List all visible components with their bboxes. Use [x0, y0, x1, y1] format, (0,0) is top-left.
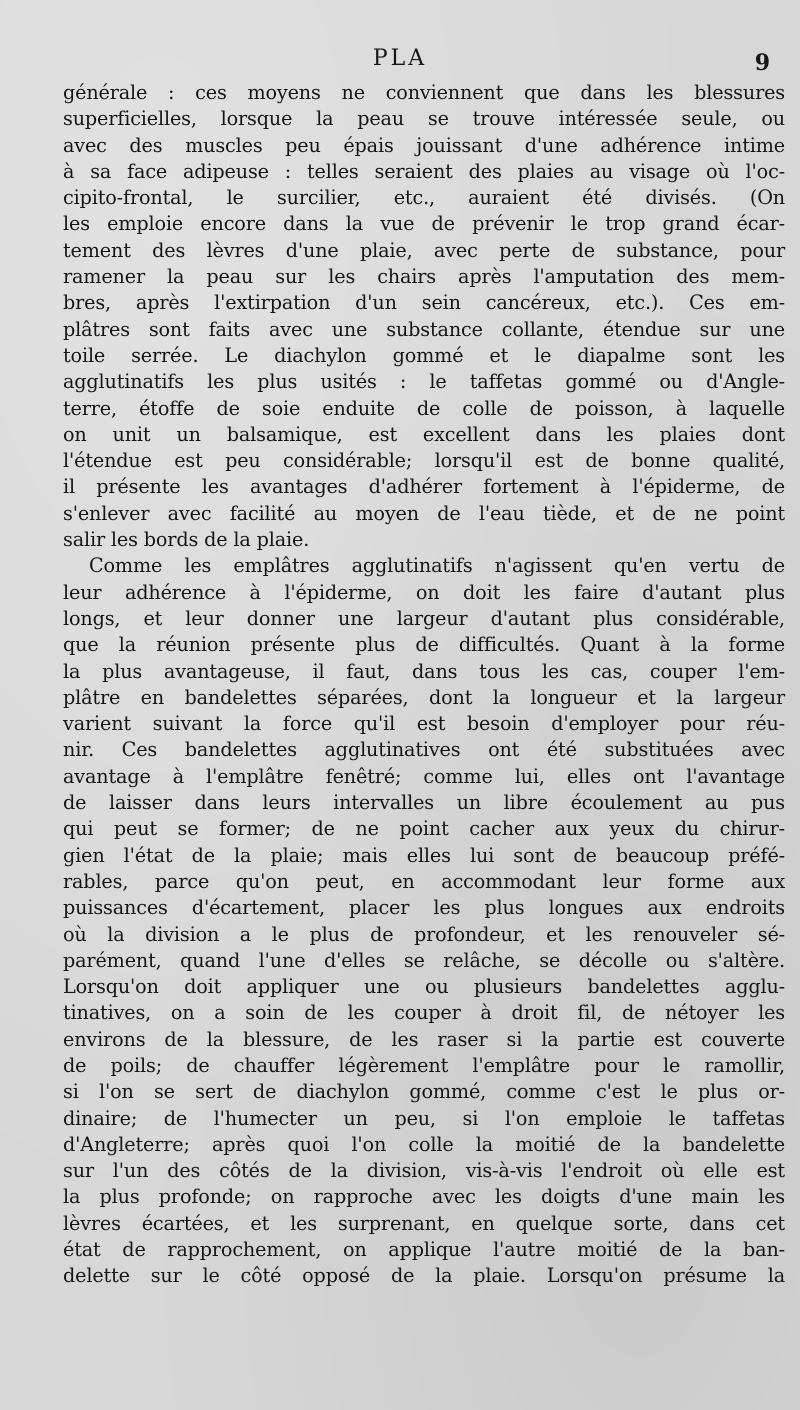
text-line: toile serrée. Le diachylon gommé et le diapalme sont les: [63, 343, 785, 367]
text-line: que la réunion présente plus de difficultés. Quant à la forme: [63, 633, 785, 657]
text-line: lèvres écartées, et les surprenant, en quelque sorte, dans cet: [63, 1211, 785, 1235]
text-line: avantage à l'emplâtre fenêtré; comme lui, elles ont l'avantage: [63, 764, 785, 788]
text-line: superficielles, lorsque la peau se trouve intéressée seule, ou: [63, 107, 785, 131]
text-line: il présente les avantages d'adhérer fortement à l'épiderme, de: [63, 475, 785, 499]
text-line: plâtre en bandelettes séparées, dont la longueur et la largeur: [63, 685, 785, 709]
page-header: [0, 46, 800, 80]
body-text: [63, 80, 785, 1290]
paragraph-start-line: Comme les emplâtres agglutinatifs n'agissent qu'en vertu de: [89, 554, 785, 578]
text-line: terre, étoffe de soie enduite de colle de poisson, à laquelle: [63, 396, 785, 420]
text-line: cipito-frontal, le surcilier, etc., auraient été divisés. (On: [63, 186, 785, 210]
text-line: rables, parce qu'on peut, en accommodant leur forme aux: [63, 869, 785, 893]
text-line: avec des muscles peu épais jouissant d'une adhérence intime: [63, 133, 785, 157]
paragraph-end-line: salir les bords de la plaie.: [63, 528, 310, 552]
text-line: la plus profonde; on rapproche avec les doigts d'une main les: [63, 1185, 785, 1209]
text-line: nir. Ces bandelettes agglutinatives ont été substituées avec: [63, 738, 785, 762]
text-line: dinaire; de l'humecter un peu, si l'on emploie le taffetas: [63, 1106, 785, 1130]
text-line: état de rapprochement, on applique l'autre moitié de la ban-: [63, 1238, 785, 1262]
text-line: tement des lèvres d'une plaie, avec perte de substance, pour: [63, 238, 785, 262]
text-line: gien l'état de la plaie; mais elles lui sont de beaucoup préfé-: [63, 843, 785, 867]
text-line: qui peut se former; de ne point cacher aux yeux du chirur-: [63, 817, 785, 841]
text-line: tinatives, on a soin de les couper à droit fil, de nétoyer les: [63, 1001, 785, 1025]
text-line: à sa face adipeuse : telles seraient des plaies au visage où l'oc-: [63, 159, 785, 183]
text-line: où la division a le plus de profondeur, et les renouveler sé-: [63, 922, 785, 946]
text-line: environs de la blessure, de les raser si la partie est couverte: [63, 1027, 785, 1051]
text-line: sur l'un des côtés de la division, vis-à-vis l'endroit où elle est: [63, 1159, 785, 1183]
text-line: d'Angleterre; après quoi l'on colle la moitié de la bandelette: [63, 1132, 785, 1156]
text-line: de laisser dans leurs intervalles un libre écoulement au pus: [63, 791, 785, 815]
text-line: si l'on se sert de diachylon gommé, comme c'est le plus or-: [63, 1080, 785, 1104]
text-line: Lorsqu'on doit appliquer une ou plusieurs bandelettes agglu-: [63, 975, 785, 999]
text-line: leur adhérence à l'épiderme, on doit les faire d'autant plus: [63, 580, 785, 604]
running-head: PLA: [372, 46, 428, 71]
text-line: agglutinatifs les plus usités : le taffetas gommé ou d'Angle-: [63, 370, 785, 394]
text-line: longs, et leur donner une largeur d'autant plus considérable,: [63, 606, 785, 630]
text-line: parément, quand l'une d'elles se relâche, se décolle ou s'altère.: [63, 948, 785, 972]
text-line: delette sur le côté opposé de la plaie. Lorsqu'on présume la: [63, 1264, 785, 1288]
text-line: de poils; de chauffer légèrement l'emplâtre pour le ramollir,: [63, 1053, 785, 1077]
text-line: l'étendue est peu considérable; lorsqu'il est de bonne qualité,: [63, 449, 785, 473]
text-line: bres, après l'extirpation d'un sein cancéreux, etc.). Ces em-: [63, 291, 785, 315]
text-line: on unit un balsamique, est excellent dans les plaies dont: [63, 422, 785, 446]
page-number: 9: [754, 50, 770, 76]
text-line: varient suivant la force qu'il est besoin d'employer pour réu-: [63, 712, 785, 736]
text-line: ramener la peau sur les chairs après l'amputation des mem-: [63, 265, 785, 289]
text-line: les emploie encore dans la vue de prévenir le trop grand écar-: [63, 212, 785, 236]
text-line: générale : ces moyens ne conviennent que dans les blessures: [63, 81, 785, 104]
text-line: s'enlever avec facilité au moyen de l'eau tiède, et de ne point: [63, 501, 785, 525]
text-line: la plus avantageuse, il faut, dans tous les cas, couper l'em-: [63, 659, 785, 683]
text-line: puissances d'écartement, placer les plus longues aux endroits: [63, 896, 785, 920]
text-line: plâtres sont faits avec une substance collante, étendue sur une: [63, 317, 785, 341]
